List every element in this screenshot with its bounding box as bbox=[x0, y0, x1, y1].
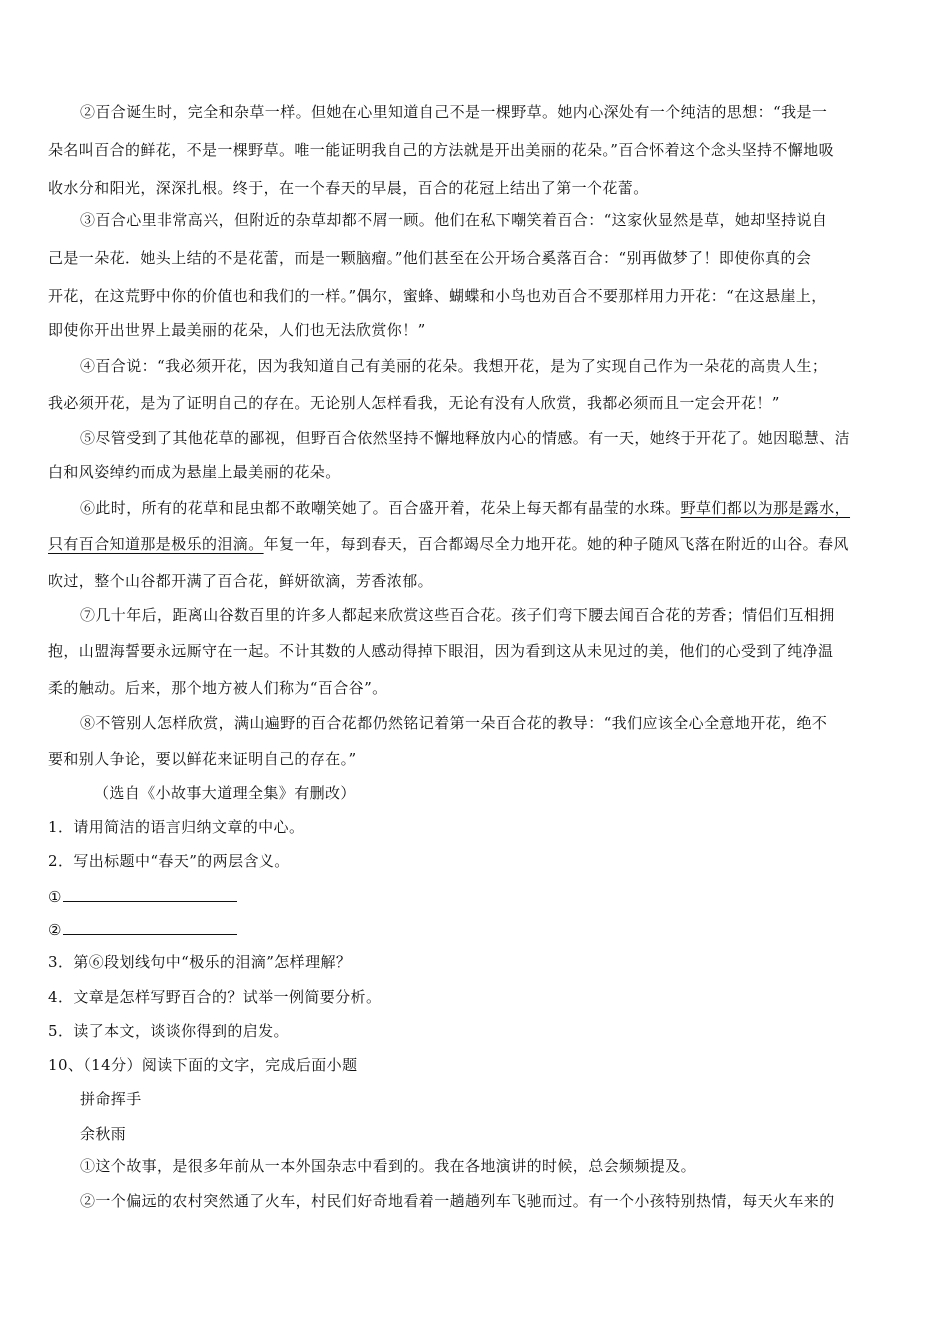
para-4-line-2: 我必须开花，是为了证明自己的存在。无论别人怎样看我，无论有没有人欣赏，我都必须而且一定会开花！” bbox=[48, 394, 780, 412]
para-6-line-1 bbox=[80, 498, 850, 518]
para-6-line-2-text: 年复一年，每到春天，百合都竭尽全力地开花。她的种子随风飞落在附近的山谷。春风 bbox=[263, 535, 849, 553]
answer-blank-1-marker: ① bbox=[48, 888, 62, 906]
para-2-line-1: ②百合诞生时，完全和杂草一样。但她在心里知道自己不是一棵野草。她内心深处有一个纯洁的思想：“我是一 bbox=[80, 103, 828, 121]
question-4: 4．文章是怎样写野百合的？试举一例简要分析。 bbox=[48, 988, 382, 1006]
para-5-line-1: ⑤尽管受到了其他花草的鄙视，但野百合依然坚持不懈地释放内心的情感。有一天，她终于开花了。她因聪慧、洁 bbox=[80, 429, 851, 447]
para-2-line-2: 朵名叫百合的鲜花，不是一棵野草。唯一能证明我自己的方法就是开出美丽的花朵。”百合怀着这个念头坚持不懈地吸 bbox=[48, 141, 834, 159]
para-3-line-2: 己是一朵花．她头上结的不是花蕾，而是一颗脑瘤。”他们甚至在公开场合奚落百合：“别再做梦了！即使你真的会 bbox=[48, 249, 812, 267]
answer-blank-1[interactable] bbox=[48, 885, 237, 907]
section-10-title: 拼命挥手 bbox=[80, 1090, 142, 1108]
para-2-line-3: 收水分和阳光，深深扎根。终于，在一个春天的早晨，百合的花冠上结出了第一个花蕾。 bbox=[48, 179, 649, 197]
para-7-line-1: ⑦几十年后，距离山谷数百里的许多人都起来欣赏这些百合花。孩子们弯下腰去闻百合花的芳香；情侣们互相拥 bbox=[80, 606, 835, 624]
para-3-line-1: ③百合心里非常高兴，但附近的杂草却都不屑一顾。他们在私下嘲笑着百合：“这家伙显然是草，她却坚持说自 bbox=[80, 211, 828, 229]
para-8-line-1: ⑧不管别人怎样欣赏，满山遍野的百合花都仍然铭记着第一朵百合花的教导：“我们应该全心全意地开花，绝不 bbox=[80, 714, 828, 732]
underlined-sentence-part-2: 只有百合知道那是极乐的泪滴。 bbox=[48, 535, 264, 553]
para-6-line-3: 吹过，整个山谷都开满了百合花，鲜妍欲滴，芳香浓郁。 bbox=[48, 572, 434, 590]
underlined-sentence-part-1: 野草们都以为那是露水， bbox=[680, 499, 851, 517]
para-3-line-3: 开花，在这荒野中你的价值也和我们的一样。”偶尔，蜜蜂、蝴蝶和小鸟也劝百合不要那样用力开花：“在这悬崖上， bbox=[48, 287, 827, 305]
section-10-author: 余秋雨 bbox=[80, 1125, 127, 1143]
para-5-line-2: 白和风姿绰约而成为悬崖上最美丽的花朵。 bbox=[48, 463, 341, 481]
source-note: （选自《小故事大道理全集》有删改） bbox=[94, 784, 356, 802]
section-10-para-2-line-1: ②一个偏远的农村突然通了火车，村民们好奇地看着一趟趟列车飞驰而过。有一个小孩特别热情，每天火车来的 bbox=[80, 1192, 835, 1210]
question-2: 2．写出标题中“春天”的两层含义。 bbox=[48, 852, 290, 870]
question-3: 3．第⑥段划线句中“极乐的泪滴”怎样理解？ bbox=[48, 953, 352, 971]
para-8-line-2: 要和别人争论，要以鲜花来证明自己的存在。” bbox=[48, 750, 357, 768]
answer-line-1[interactable] bbox=[63, 885, 237, 902]
question-1: 1．请用简洁的语言归纳文章的中心。 bbox=[48, 818, 305, 836]
answer-blank-2-marker: ② bbox=[48, 921, 62, 939]
para-6-line-1-text: ⑥此时，所有的花草和昆虫都不敢嘲笑她了。百合盛开着，花朵上每天都有晶莹的水珠。 bbox=[80, 499, 681, 517]
para-7-line-3: 柔的触动。后来，那个地方被人们称为“百合谷”。 bbox=[48, 679, 388, 697]
para-6-line-2 bbox=[48, 534, 849, 554]
para-7-line-2: 抱，山盟海誓要永远厮守在一起。不计其数的人感动得掉下眼泪，因为看到这从未见过的美，他们的心受到了纯净温 bbox=[48, 642, 834, 660]
para-3-line-4: 即使你开出世界上最美丽的花朵，人们也无法欣赏你！” bbox=[48, 321, 426, 339]
section-10-header: 10、（14分）阅读下面的文字，完成后面小题 bbox=[48, 1056, 358, 1074]
section-10-para-1: ①这个故事，是很多年前从一本外国杂志中看到的。我在各地演讲的时候，总会频频提及。 bbox=[80, 1157, 697, 1175]
question-5: 5．读了本文，谈谈你得到的启发。 bbox=[48, 1022, 289, 1040]
answer-blank-2[interactable] bbox=[48, 918, 237, 940]
para-4-line-1: ④百合说：“我必须开花，因为我知道自己有美丽的花朵。我想开花，是为了实现自己作为一朵花的高贵人生； bbox=[80, 357, 828, 375]
answer-line-2[interactable] bbox=[63, 918, 237, 935]
